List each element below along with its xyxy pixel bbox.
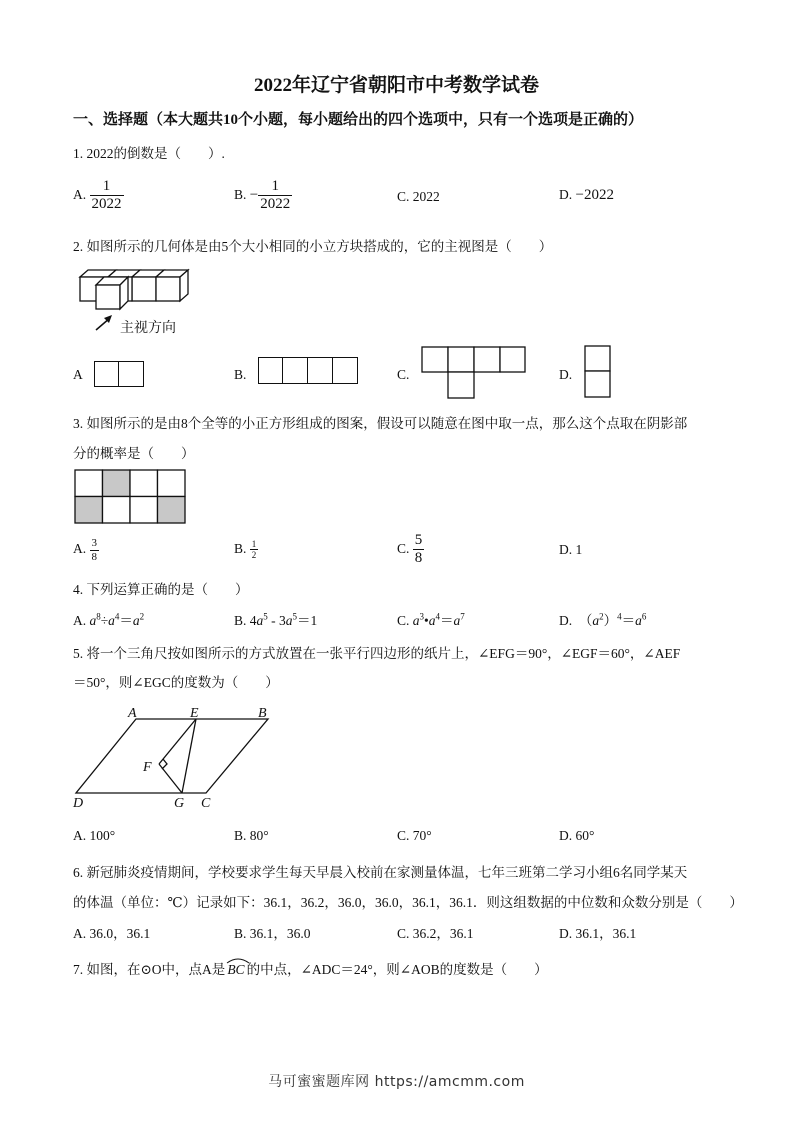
footer-watermark: 马可蜜蜜题库网 https://amcmm.com: [268, 1074, 525, 1090]
q6-option-d: D. 36.1，36.1: [559, 926, 637, 941]
q4-option-b: B. $4a^5 - 3a^5=1$: [234, 611, 318, 628]
question-1-stem: 1. 2022的倒数是（ ）.: [73, 146, 225, 161]
question-5-stem-2: ＝50°，则∠EGC的度数为（ ）: [73, 675, 279, 690]
grid-cell: [103, 497, 131, 524]
question-5-stem-1: 5. 将一个三角尺按如图所示的方式放置在一张平行四边形的纸片上，∠EFG＝90°，∠EGF＝60°，∠AEF: [73, 646, 681, 661]
point-f-label: F: [143, 760, 152, 775]
q2-option-b-figure: [259, 357, 358, 384]
arc-bc: BC: [225, 962, 246, 978]
grid-cell: [130, 497, 158, 524]
q1-b-fraction: $\frac{1}{2022}$: [260, 178, 291, 213]
question-3-stem-1: 3. 如图所示的是由8个全等的小正方形组成的图案，假设可以随意在图中取一点，那么这个点取在阴影部: [73, 416, 688, 431]
q2-option-c-figure: [421, 346, 527, 400]
question-3-stem-2: 分的概率是（ ）: [73, 446, 195, 461]
point-e-label: E: [190, 706, 199, 721]
point-d-label: D: [73, 796, 84, 811]
q6-option-b: B. 36.1，36.0: [234, 926, 311, 941]
question-6-stem-2: 的体温（单位：℃）记录如下：36.1，36.2，36.0，36.0，36.1，36.1．则这组数据的中位数和众数分别是（ ）: [73, 895, 743, 910]
q2-a-label: A: [73, 367, 83, 382]
point-a-label: A: [128, 706, 137, 721]
q6-option-c: C. 36.2，36.1: [397, 926, 474, 941]
q1-b-label: B.: [234, 186, 247, 202]
question-2-stem: 2. 如图所示的几何体是由5个大小相同的小立方块搭成的，它的主视图是（ ）: [73, 239, 553, 254]
question-7-stem: 7. 如图，在⊙O中，点A是 BC 的中点，∠ADC＝24°，则∠AOB的度数是（ ）: [73, 958, 548, 978]
q4-option-a: A. $a^8\div a^4=a^2$: [73, 611, 145, 628]
grid-cell: [158, 470, 186, 497]
q1-option-c: C. 2022: [397, 189, 440, 204]
q6-option-a: A. 36.0，36.1: [73, 926, 151, 941]
q4-option-d: D. $(a^2)^4=a^6$: [559, 611, 647, 628]
q3-option-a: A. $\frac{3}{8}$: [73, 537, 97, 563]
q3-option-b: B. $\frac{1}{2}$: [234, 539, 257, 561]
q4-option-c: C. $a^3•a^4=a^7$: [397, 611, 465, 628]
q5-option-d: D. 60°: [559, 828, 595, 843]
q2-option-a-figure: [95, 361, 144, 387]
grid-cell: [75, 470, 103, 497]
grid-cell: [103, 470, 131, 497]
view-direction-label: 主视方向: [120, 320, 176, 336]
q2-c-label: C.: [397, 367, 410, 382]
q2-d-label: D.: [559, 367, 573, 382]
grid-cell: [75, 497, 103, 524]
q1-option-a: [73, 178, 124, 214]
grid-cell: [130, 470, 158, 497]
q2-3d-figure: [72, 265, 272, 345]
q5-option-c: C. 70°: [397, 828, 432, 843]
question-6-stem-1: 6. 新冠肺炎疫情期间，学校要求学生每天早晨入校前在家测量体温，七年三班第二学习小组6名同学某天: [73, 865, 688, 880]
point-c-label: C: [201, 796, 211, 811]
q1-option-d: D. −2022: [559, 187, 614, 203]
q1-option-b: [234, 178, 292, 214]
q5-option-a: A. 100°: [73, 828, 116, 843]
section-heading: 一、选择题（本大题共10个小题，每小题给出的四个选项中，只有一个选项是正确的）: [73, 112, 644, 128]
q1-a-label: A.: [73, 186, 87, 202]
q2-b-label: B.: [234, 367, 247, 382]
question-4-stem: 4. 下列运算正确的是（ ）: [73, 582, 249, 597]
grid-cell: [158, 497, 186, 524]
q5-option-b: B. 80°: [234, 828, 269, 843]
q2-option-d-figure: [584, 345, 612, 399]
q5-parallelogram-figure: [70, 700, 285, 812]
point-g-label: G: [174, 796, 185, 811]
q3-option-c: C. $\frac{5}{8}$: [397, 532, 423, 567]
q3-grid-figure: [74, 469, 186, 524]
page-title: 2022年辽宁省朝阳市中考数学试卷: [253, 75, 539, 96]
q1-a-fraction: $\frac{1}{2022}$: [91, 178, 122, 213]
q1-b-sign: −: [249, 186, 259, 203]
q3-option-d: D. 1: [559, 542, 583, 557]
point-b-label: B: [258, 706, 267, 721]
